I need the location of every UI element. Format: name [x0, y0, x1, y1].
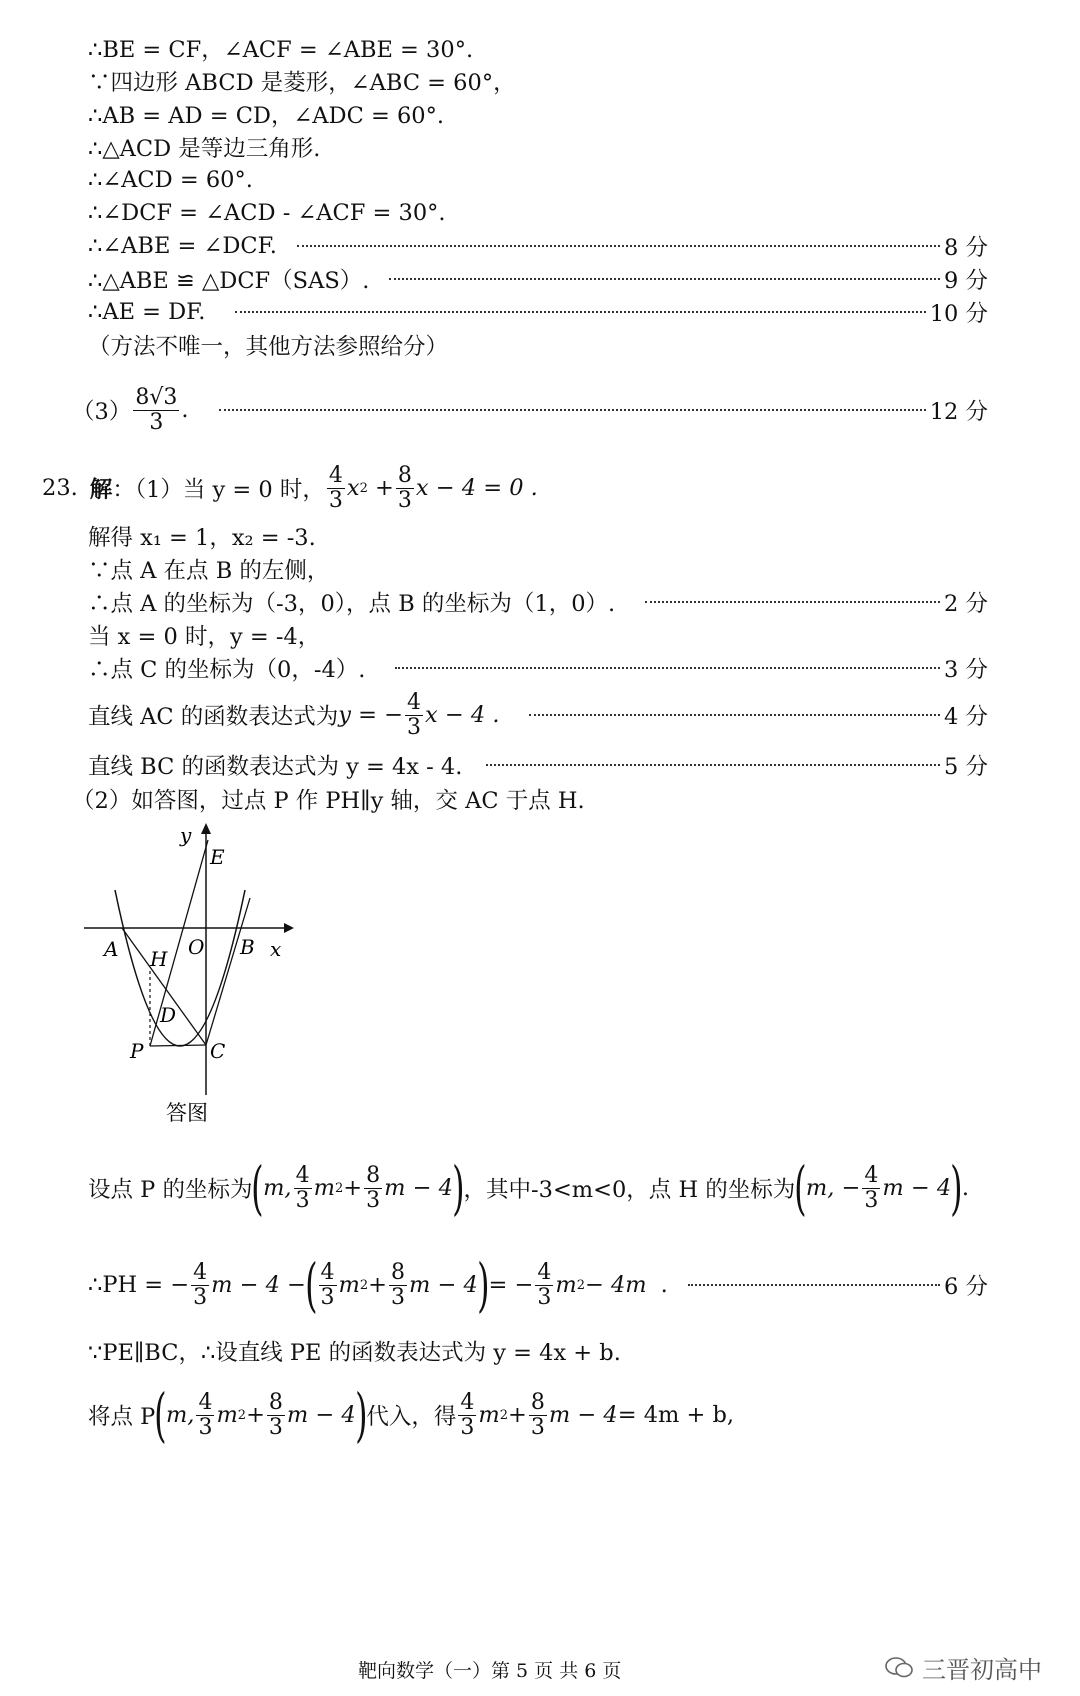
watermark-text: 三晋初高中	[922, 1656, 1042, 1684]
label-d: D	[160, 1003, 177, 1027]
fraction	[862, 1164, 880, 1211]
fraction	[294, 1164, 312, 1211]
numerator: 8	[530, 1390, 545, 1416]
exponent: 2	[499, 1407, 509, 1423]
fraction	[405, 691, 423, 738]
exponent: 2	[334, 1180, 344, 1196]
fraction	[133, 386, 179, 433]
label-y: y	[180, 823, 192, 847]
numerator: 4	[328, 463, 343, 489]
fraction	[389, 1261, 407, 1308]
exponent: 2	[359, 1277, 369, 1293]
text-line	[0, 1329, 1080, 1373]
label-p: P	[130, 1039, 144, 1063]
line-text: ∴△ABE ≌ △DCF（SAS）.	[88, 268, 370, 294]
text-line	[0, 323, 1080, 367]
scored-line: （3） $\frac{8√3}{3}$ . 12 分	[72, 385, 988, 435]
y-axis-arrow	[201, 823, 211, 834]
line-text: 设点 P 的坐标为	[88, 1177, 253, 1203]
score: 9 分	[944, 268, 988, 294]
dot-leader	[529, 714, 940, 716]
scored-line: ∴PH = − $\frac{4}{3}$ m − 4 − ( $\frac{4}{3}$ m 2 + $\frac{8}{3}$ m − 4 ) = − $\frac{4}{3}$ m 2 − 4m . 6 分	[88, 1251, 988, 1319]
math-text: .	[660, 1272, 668, 1298]
line-text: x − 4 = 0 .	[415, 475, 538, 501]
math-text: y = −	[338, 702, 404, 728]
line-text: （方法不唯一，其他方法参照给分）	[88, 334, 449, 360]
solution-label: 解	[89, 477, 113, 503]
wechat-icon	[884, 1655, 914, 1681]
fraction	[191, 1261, 209, 1308]
math-text: m, −	[805, 1175, 861, 1201]
score: 12 分	[929, 399, 988, 425]
math-text: m	[313, 1175, 335, 1201]
math-text: m	[555, 1272, 577, 1298]
fraction	[529, 1391, 547, 1438]
score: 2 分	[944, 591, 988, 617]
x-axis-arrow	[284, 923, 294, 933]
line-text: 解得 x₁ = 1，x₂ = -3.	[88, 525, 316, 551]
question-heading: 23. 解 ：（1）当 y = 0 时， $\frac{4}{3}$ x 2 + $\frac{8}{3}$ x − 4 = 0 .	[42, 463, 538, 513]
math-text: m,	[263, 1175, 292, 1201]
score: 5 分	[944, 754, 988, 780]
line-text: 当 x = 0 时，y = -4，	[88, 624, 321, 650]
fraction	[196, 1391, 214, 1438]
numerator: 8	[397, 463, 412, 489]
line-text: 将点 P	[88, 1404, 156, 1430]
scored-line	[0, 646, 988, 690]
line-text: ，其中-3<m<0，点 H 的坐标为	[463, 1177, 796, 1203]
dot-leader	[645, 601, 940, 603]
scored-line	[0, 685, 988, 745]
fraction	[535, 1261, 553, 1308]
dot-leader	[219, 409, 926, 411]
numerator: 8√3	[135, 385, 178, 411]
math-text: = 4m + b,	[617, 1402, 735, 1428]
numerator: 4	[407, 690, 422, 716]
exponent: 2	[237, 1407, 247, 1423]
numerator: 4	[864, 1163, 879, 1189]
denominator: 3	[407, 714, 422, 740]
label-x: x	[270, 937, 282, 961]
denominator: 3	[149, 409, 164, 435]
line-text: （2）如答图，过点 P 作 PH∥y 轴，交 AC 于点 H.	[72, 788, 585, 814]
numerator: 4	[537, 1260, 552, 1286]
line-text: ∴∠ACD = 60°.	[88, 167, 253, 193]
fraction	[396, 464, 414, 511]
math-text: +	[343, 1175, 363, 1201]
text-line	[0, 777, 1080, 821]
math-text: − 4m	[584, 1272, 647, 1298]
question-number: 23.	[42, 475, 78, 501]
label-o: O	[188, 935, 205, 959]
numerator: 4	[320, 1260, 335, 1286]
math-text: +	[368, 1272, 388, 1298]
line-text: 直线 BC 的函数表达式为 y = 4x - 4.	[88, 754, 463, 780]
math-text: m,	[165, 1402, 195, 1428]
line-text: ∵点 A 在点 B 的左侧，	[88, 558, 330, 584]
math-text: +	[508, 1402, 527, 1428]
denominator: 3	[268, 1414, 283, 1440]
line-text: ∴△ACD 是等边三角形.	[88, 136, 321, 162]
line-text: ∴点 C 的坐标为（0，-4）.	[88, 657, 366, 683]
dot-leader	[688, 1284, 940, 1286]
line-text: ∴∠DCF = ∠ACD - ∠ACF = 30°.	[88, 200, 446, 226]
numerator: 4	[193, 1260, 208, 1286]
line-text: ∴点 A 的坐标为（-3，0），点 B 的坐标为（1，0）.	[88, 591, 616, 617]
line-text: ∴∠ABE = ∠DCF.	[88, 233, 277, 259]
fraction	[364, 1164, 382, 1211]
score: 3 分	[944, 657, 988, 683]
math-text: ∴PH = −	[88, 1272, 190, 1298]
denominator: 3	[295, 1187, 310, 1213]
watermark	[884, 1650, 1042, 1685]
math-text: m − 4	[384, 1175, 453, 1201]
dot-leader	[486, 764, 940, 766]
score: 6 分	[944, 1274, 988, 1300]
numerator: 8	[268, 1390, 283, 1416]
math-text: x − 4 .	[425, 702, 500, 728]
denominator: 3	[328, 487, 343, 513]
math-text: m − 4	[286, 1402, 356, 1428]
denominator: 3	[198, 1414, 213, 1440]
line-text: ∵四边形 ABCD 是菱形，∠ABC = 60°，	[88, 70, 516, 96]
math-text: = −	[488, 1272, 534, 1298]
math-text: m	[216, 1402, 238, 1428]
line-text: 直线 AC 的函数表达式为	[88, 704, 339, 730]
figure-caption: 答图	[166, 1101, 208, 1125]
math-text: m − 4 −	[211, 1272, 306, 1298]
fraction	[319, 1261, 337, 1308]
segment-pc	[150, 1045, 206, 1046]
denominator: 3	[320, 1284, 335, 1310]
fraction	[327, 464, 345, 511]
score: 8 分	[944, 235, 988, 261]
exponent: 2	[359, 480, 368, 496]
exponent: 2	[576, 1277, 585, 1293]
dot-leader	[297, 245, 940, 247]
line-text: ：（1）当 y = 0 时，	[112, 477, 325, 503]
denominator: 3	[397, 487, 412, 513]
math-text: .	[961, 1175, 969, 1201]
numerator: 4	[198, 1390, 213, 1416]
label-c: C	[210, 1039, 226, 1063]
denominator: 3	[537, 1284, 552, 1310]
denominator: 3	[530, 1414, 545, 1440]
text-line: 将点 P ( m, $\frac{4}{3}$ m 2 + $\frac{8}{3}$ m − 4 ) 代入，得 $\frac{4}{3}$ m 2 + $\frac{8}{3}$ m − 4 = 4m + b,	[88, 1381, 735, 1449]
score: 4 分	[944, 704, 988, 730]
text-line: 设点 P 的坐标为 ( m, $\frac{4}{3}$ m 2 + $\frac{8}{3}$ m − 4 ) ，其中-3<m<0，点 H 的坐标为 ( m, − $\frac{4}{3}$ m − 4 ) .	[88, 1154, 969, 1222]
label-h: H	[150, 947, 168, 971]
math-text: m − 4	[409, 1272, 478, 1298]
math-text: m	[338, 1272, 360, 1298]
fraction	[267, 1391, 285, 1438]
denominator: 3	[460, 1414, 475, 1440]
var-x: x	[346, 475, 360, 501]
line-text: （3）	[72, 399, 132, 425]
footer-text: 靶向数学（一）第 5 页 共 6 页	[358, 1660, 622, 1682]
math-text: m	[478, 1402, 500, 1428]
dot-leader	[389, 278, 940, 280]
dot-leader	[395, 667, 940, 669]
fraction	[458, 1391, 476, 1438]
line-text: ∴BE = CF，∠ACF = ∠ABE = 30°.	[88, 37, 474, 63]
dot-leader	[235, 311, 925, 313]
math-text: m − 4	[882, 1175, 952, 1201]
numerator: 8	[366, 1163, 381, 1189]
label-a: A	[104, 937, 119, 961]
line-text: ∵PE∥BC，∴设直线 PE 的函数表达式为 y = 4x + b.	[88, 1340, 621, 1366]
math-text: +	[246, 1402, 265, 1428]
line-text: 代入，得	[366, 1404, 457, 1430]
label-e: E	[210, 845, 225, 869]
numerator: 4	[295, 1163, 310, 1189]
numerator: 8	[391, 1260, 406, 1286]
line-text: ∴AE = DF.	[88, 299, 206, 325]
math-text: m − 4	[548, 1402, 618, 1428]
label-b: B	[240, 935, 255, 959]
answer-figure	[80, 820, 310, 1140]
denominator: 3	[864, 1187, 879, 1213]
parabola	[115, 890, 245, 1046]
numerator: 4	[460, 1390, 475, 1416]
score: 10 分	[929, 301, 988, 327]
denominator: 3	[193, 1284, 208, 1310]
denominator: 3	[366, 1187, 381, 1213]
denominator: 3	[391, 1284, 406, 1310]
line-bc	[206, 898, 250, 1045]
line-text: ∴AB = AD = CD，∠ADC = 60°.	[88, 103, 445, 129]
